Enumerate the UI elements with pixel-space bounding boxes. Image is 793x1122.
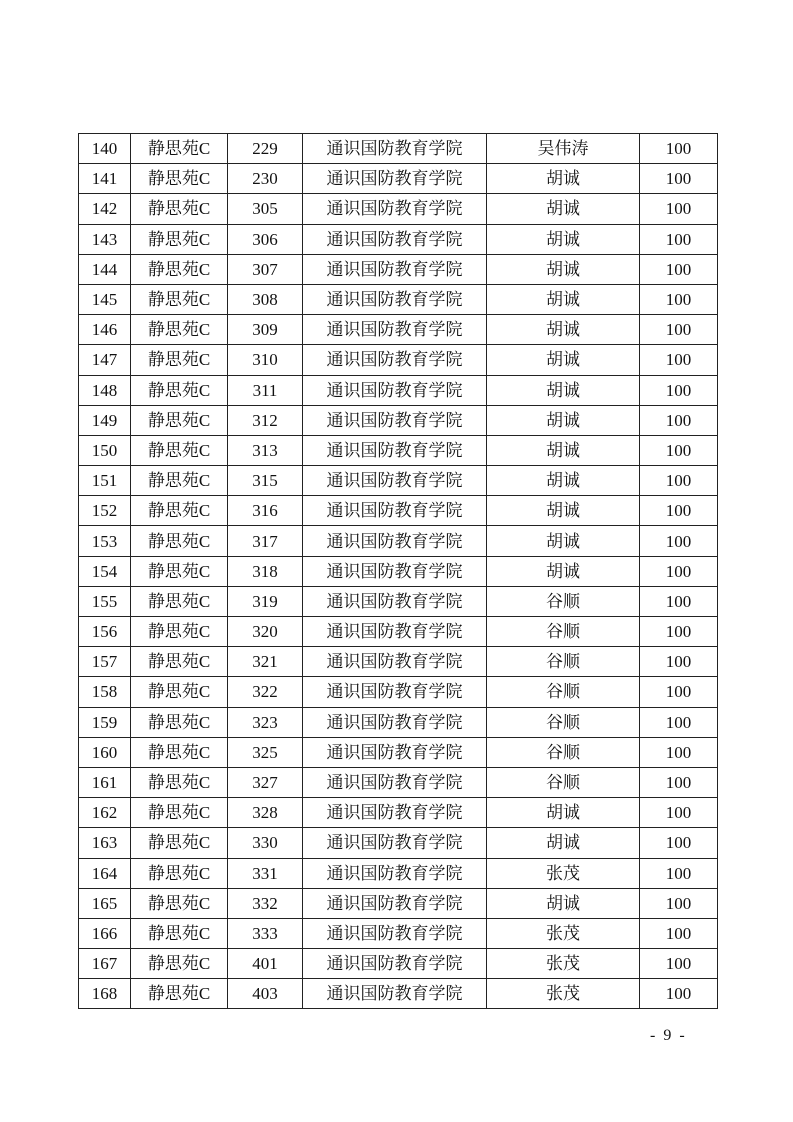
- row-number-cell: 143: [79, 224, 131, 254]
- room-number-cell: 309: [228, 315, 303, 345]
- building-cell: 静思苑C: [131, 556, 228, 586]
- score-cell: 100: [640, 435, 718, 465]
- score-cell: 100: [640, 798, 718, 828]
- score-cell: 100: [640, 194, 718, 224]
- table-row: [79, 828, 718, 858]
- score-cell: 100: [640, 284, 718, 314]
- room-number-cell: 311: [228, 375, 303, 405]
- room-number-cell: 307: [228, 254, 303, 284]
- building-cell: 静思苑C: [131, 496, 228, 526]
- room-number-cell: 321: [228, 647, 303, 677]
- row-number-cell: 140: [79, 134, 131, 164]
- counselor-cell: 胡诚: [487, 315, 640, 345]
- room-number-cell: 320: [228, 617, 303, 647]
- table-row: [79, 888, 718, 918]
- table-row: [79, 375, 718, 405]
- table-row: [79, 284, 718, 314]
- room-number-cell: 305: [228, 194, 303, 224]
- table-row: [79, 194, 718, 224]
- college-cell: 通识国防教育学院: [303, 858, 487, 888]
- row-number-cell: 150: [79, 435, 131, 465]
- college-cell: 通识国防教育学院: [303, 647, 487, 677]
- room-number-cell: 332: [228, 888, 303, 918]
- building-cell: 静思苑C: [131, 979, 228, 1009]
- building-cell: 静思苑C: [131, 949, 228, 979]
- room-number-cell: 310: [228, 345, 303, 375]
- counselor-cell: 胡诚: [487, 888, 640, 918]
- row-number-cell: 144: [79, 254, 131, 284]
- counselor-cell: 胡诚: [487, 798, 640, 828]
- counselor-cell: 胡诚: [487, 345, 640, 375]
- room-number-cell: 315: [228, 466, 303, 496]
- score-cell: 100: [640, 858, 718, 888]
- room-number-cell: 330: [228, 828, 303, 858]
- score-cell: 100: [640, 164, 718, 194]
- college-cell: 通识国防教育学院: [303, 556, 487, 586]
- table-row: [79, 164, 718, 194]
- college-cell: 通识国防教育学院: [303, 345, 487, 375]
- row-number-cell: 163: [79, 828, 131, 858]
- score-cell: 100: [640, 647, 718, 677]
- counselor-cell: 张茂: [487, 858, 640, 888]
- score-cell: 100: [640, 707, 718, 737]
- college-cell: 通识国防教育学院: [303, 677, 487, 707]
- dormitory-score-table: [78, 133, 718, 1009]
- counselor-cell: 胡诚: [487, 828, 640, 858]
- building-cell: 静思苑C: [131, 194, 228, 224]
- table-row: [79, 737, 718, 767]
- score-cell: 100: [640, 918, 718, 948]
- college-cell: 通识国防教育学院: [303, 224, 487, 254]
- counselor-cell: 胡诚: [487, 435, 640, 465]
- building-cell: 静思苑C: [131, 737, 228, 767]
- counselor-cell: 吴伟涛: [487, 134, 640, 164]
- row-number-cell: 153: [79, 526, 131, 556]
- building-cell: 静思苑C: [131, 254, 228, 284]
- building-cell: 静思苑C: [131, 647, 228, 677]
- table-row: [79, 918, 718, 948]
- table-row: [79, 405, 718, 435]
- counselor-cell: 胡诚: [487, 194, 640, 224]
- room-number-cell: 323: [228, 707, 303, 737]
- room-number-cell: 316: [228, 496, 303, 526]
- counselor-cell: 谷顺: [487, 586, 640, 616]
- college-cell: 通识国防教育学院: [303, 828, 487, 858]
- college-cell: 通识国防教育学院: [303, 617, 487, 647]
- room-number-cell: 401: [228, 949, 303, 979]
- building-cell: 静思苑C: [131, 526, 228, 556]
- college-cell: 通识国防教育学院: [303, 134, 487, 164]
- table-body: [79, 134, 718, 1009]
- counselor-cell: 胡诚: [487, 526, 640, 556]
- counselor-cell: 胡诚: [487, 556, 640, 586]
- table-row: [79, 134, 718, 164]
- row-number-cell: 168: [79, 979, 131, 1009]
- table-row: [79, 586, 718, 616]
- row-number-cell: 141: [79, 164, 131, 194]
- score-cell: 100: [640, 224, 718, 254]
- counselor-cell: 胡诚: [487, 224, 640, 254]
- room-number-cell: 317: [228, 526, 303, 556]
- row-number-cell: 165: [79, 888, 131, 918]
- college-cell: 通识国防教育学院: [303, 164, 487, 194]
- college-cell: 通识国防教育学院: [303, 979, 487, 1009]
- counselor-cell: 胡诚: [487, 466, 640, 496]
- score-cell: 100: [640, 949, 718, 979]
- counselor-cell: 胡诚: [487, 405, 640, 435]
- table-row: [79, 979, 718, 1009]
- college-cell: 通识国防教育学院: [303, 254, 487, 284]
- score-cell: 100: [640, 828, 718, 858]
- counselor-cell: 胡诚: [487, 284, 640, 314]
- room-number-cell: 313: [228, 435, 303, 465]
- counselor-cell: 谷顺: [487, 677, 640, 707]
- room-number-cell: 331: [228, 858, 303, 888]
- row-number-cell: 149: [79, 405, 131, 435]
- score-cell: 100: [640, 134, 718, 164]
- score-cell: 100: [640, 767, 718, 797]
- counselor-cell: 谷顺: [487, 647, 640, 677]
- table-row: [79, 677, 718, 707]
- row-number-cell: 156: [79, 617, 131, 647]
- building-cell: 静思苑C: [131, 284, 228, 314]
- college-cell: 通识国防教育学院: [303, 949, 487, 979]
- college-cell: 通识国防教育学院: [303, 707, 487, 737]
- score-cell: 100: [640, 617, 718, 647]
- row-number-cell: 151: [79, 466, 131, 496]
- table-row: [79, 798, 718, 828]
- counselor-cell: 胡诚: [487, 254, 640, 284]
- counselor-cell: 胡诚: [487, 496, 640, 526]
- college-cell: 通识国防教育学院: [303, 466, 487, 496]
- building-cell: 静思苑C: [131, 224, 228, 254]
- college-cell: 通识国防教育学院: [303, 315, 487, 345]
- building-cell: 静思苑C: [131, 918, 228, 948]
- building-cell: 静思苑C: [131, 828, 228, 858]
- table-row: [79, 224, 718, 254]
- counselor-cell: 谷顺: [487, 617, 640, 647]
- table-row: [79, 345, 718, 375]
- college-cell: 通识国防教育学院: [303, 194, 487, 224]
- college-cell: 通识国防教育学院: [303, 435, 487, 465]
- score-cell: 100: [640, 345, 718, 375]
- building-cell: 静思苑C: [131, 586, 228, 616]
- table-row: [79, 707, 718, 737]
- row-number-cell: 146: [79, 315, 131, 345]
- row-number-cell: 166: [79, 918, 131, 948]
- counselor-cell: 张茂: [487, 949, 640, 979]
- building-cell: 静思苑C: [131, 466, 228, 496]
- row-number-cell: 167: [79, 949, 131, 979]
- building-cell: 静思苑C: [131, 858, 228, 888]
- table-row: [79, 858, 718, 888]
- table-row: [79, 466, 718, 496]
- score-cell: 100: [640, 254, 718, 284]
- room-number-cell: 319: [228, 586, 303, 616]
- table-row: [79, 949, 718, 979]
- counselor-cell: 张茂: [487, 918, 640, 948]
- score-cell: 100: [640, 737, 718, 767]
- table-row: [79, 315, 718, 345]
- row-number-cell: 159: [79, 707, 131, 737]
- counselor-cell: 谷顺: [487, 767, 640, 797]
- score-cell: 100: [640, 888, 718, 918]
- college-cell: 通识国防教育学院: [303, 798, 487, 828]
- counselor-cell: 谷顺: [487, 707, 640, 737]
- score-cell: 100: [640, 979, 718, 1009]
- table-row: [79, 617, 718, 647]
- score-cell: 100: [640, 496, 718, 526]
- college-cell: 通识国防教育学院: [303, 888, 487, 918]
- room-number-cell: 327: [228, 767, 303, 797]
- table-row: [79, 556, 718, 586]
- building-cell: 静思苑C: [131, 134, 228, 164]
- row-number-cell: 157: [79, 647, 131, 677]
- row-number-cell: 160: [79, 737, 131, 767]
- college-cell: 通识国防教育学院: [303, 405, 487, 435]
- college-cell: 通识国防教育学院: [303, 526, 487, 556]
- room-number-cell: 229: [228, 134, 303, 164]
- room-number-cell: 403: [228, 979, 303, 1009]
- room-number-cell: 333: [228, 918, 303, 948]
- row-number-cell: 148: [79, 375, 131, 405]
- score-cell: 100: [640, 405, 718, 435]
- building-cell: 静思苑C: [131, 617, 228, 647]
- row-number-cell: 147: [79, 345, 131, 375]
- table-row: [79, 647, 718, 677]
- college-cell: 通识国防教育学院: [303, 284, 487, 314]
- table-row: [79, 767, 718, 797]
- row-number-cell: 152: [79, 496, 131, 526]
- counselor-cell: 胡诚: [487, 164, 640, 194]
- building-cell: 静思苑C: [131, 677, 228, 707]
- building-cell: 静思苑C: [131, 315, 228, 345]
- counselor-cell: 谷顺: [487, 737, 640, 767]
- college-cell: 通识国防教育学院: [303, 375, 487, 405]
- building-cell: 静思苑C: [131, 345, 228, 375]
- row-number-cell: 158: [79, 677, 131, 707]
- table-row: [79, 254, 718, 284]
- row-number-cell: 154: [79, 556, 131, 586]
- college-cell: 通识国防教育学院: [303, 918, 487, 948]
- score-cell: 100: [640, 375, 718, 405]
- building-cell: 静思苑C: [131, 798, 228, 828]
- room-number-cell: 230: [228, 164, 303, 194]
- score-cell: 100: [640, 586, 718, 616]
- building-cell: 静思苑C: [131, 888, 228, 918]
- building-cell: 静思苑C: [131, 164, 228, 194]
- building-cell: 静思苑C: [131, 405, 228, 435]
- counselor-cell: 胡诚: [487, 375, 640, 405]
- row-number-cell: 161: [79, 767, 131, 797]
- row-number-cell: 155: [79, 586, 131, 616]
- table-row: [79, 526, 718, 556]
- room-number-cell: 325: [228, 737, 303, 767]
- building-cell: 静思苑C: [131, 707, 228, 737]
- score-cell: 100: [640, 466, 718, 496]
- row-number-cell: 142: [79, 194, 131, 224]
- room-number-cell: 312: [228, 405, 303, 435]
- room-number-cell: 308: [228, 284, 303, 314]
- table-row: [79, 496, 718, 526]
- college-cell: 通识国防教育学院: [303, 586, 487, 616]
- room-number-cell: 322: [228, 677, 303, 707]
- counselor-cell: 张茂: [487, 979, 640, 1009]
- page-number: - 9 -: [650, 1027, 687, 1044]
- room-number-cell: 328: [228, 798, 303, 828]
- score-cell: 100: [640, 556, 718, 586]
- score-cell: 100: [640, 677, 718, 707]
- row-number-cell: 164: [79, 858, 131, 888]
- room-number-cell: 306: [228, 224, 303, 254]
- college-cell: 通识国防教育学院: [303, 767, 487, 797]
- row-number-cell: 145: [79, 284, 131, 314]
- score-cell: 100: [640, 315, 718, 345]
- room-number-cell: 318: [228, 556, 303, 586]
- row-number-cell: 162: [79, 798, 131, 828]
- score-cell: 100: [640, 526, 718, 556]
- building-cell: 静思苑C: [131, 435, 228, 465]
- building-cell: 静思苑C: [131, 375, 228, 405]
- table-row: [79, 435, 718, 465]
- college-cell: 通识国防教育学院: [303, 737, 487, 767]
- building-cell: 静思苑C: [131, 767, 228, 797]
- college-cell: 通识国防教育学院: [303, 496, 487, 526]
